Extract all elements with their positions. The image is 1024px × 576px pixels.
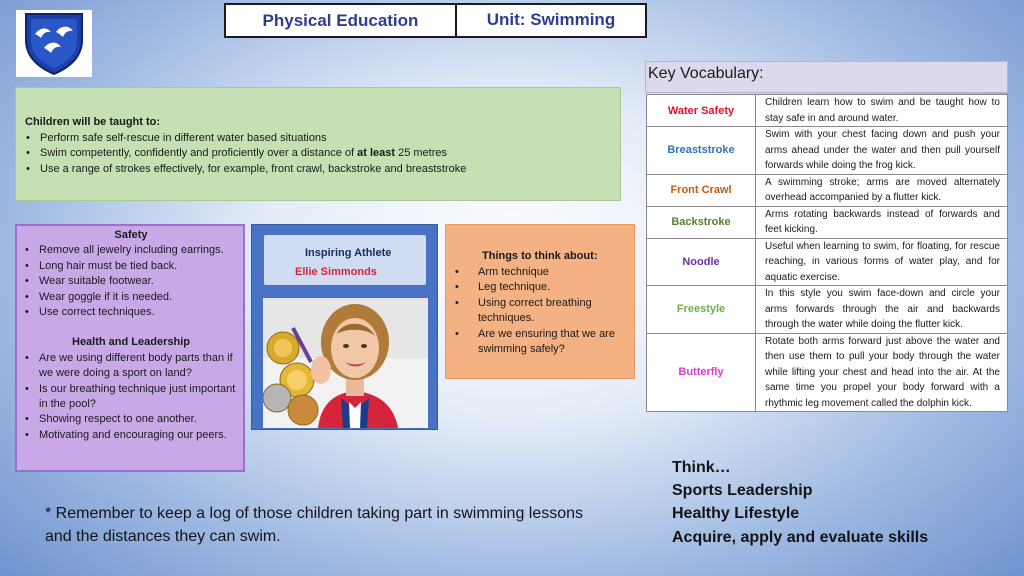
safety-item: • Wear goggle if it is needed. bbox=[24, 290, 238, 305]
health-item: • Motivating and encouraging our peers. bbox=[24, 428, 238, 443]
safety-item: • Long hair must be tied back. bbox=[24, 259, 238, 274]
objective-text: Swim competently, confidently and proficiently over a distance of bbox=[40, 147, 358, 159]
objectives-title: Children will be taught to: bbox=[25, 116, 161, 128]
safety-list bbox=[24, 243, 238, 320]
objective-item bbox=[25, 146, 612, 162]
health-leadership-title: Health and Leadership bbox=[72, 336, 190, 349]
vocab-definition: In this style you swim face-down and circle your arms forwards through the air and backwards through the water while doing the flutter kick. bbox=[756, 286, 1008, 334]
safety-panel bbox=[15, 224, 245, 472]
vocab-definition: Rotate both arms forward just above the water and then use them to pull your body through the water while lifting your chest and head into the air. At the same time you propel your body forward with a rhythmic leg movement called the dolphin kick. bbox=[756, 333, 1008, 412]
athlete-label: Inspiring Athlete bbox=[305, 247, 392, 259]
vocab-term: Noodle bbox=[647, 238, 756, 286]
safety-item: • Wear suitable footwear. bbox=[24, 274, 238, 289]
inspiring-athlete-panel bbox=[251, 224, 438, 430]
objective-text: 25 metres bbox=[395, 147, 448, 159]
think-line: Think… bbox=[672, 459, 731, 476]
vocab-row bbox=[647, 286, 1008, 334]
objective-emphasis: at least bbox=[357, 147, 396, 159]
school-crest-icon bbox=[16, 10, 92, 77]
things-item: • Using correct breathing techniques. bbox=[454, 296, 628, 327]
think-line: Sports Leadership bbox=[672, 482, 813, 500]
safety-item: • Use correct techniques. bbox=[24, 305, 238, 320]
think-line: Healthy Lifestyle bbox=[672, 505, 800, 523]
vocab-definition: Arms rotating backwards instead of forwards and feet kicking. bbox=[756, 206, 1008, 238]
athlete-photo bbox=[263, 298, 428, 428]
vocab-definition: Swim with your chest facing down and push your arms ahead under the water and then pull yourself forwards while doing the frog kick. bbox=[756, 127, 1008, 175]
unit-title: Unit: Swimming bbox=[455, 3, 647, 38]
vocab-row bbox=[647, 127, 1008, 175]
objectives-list bbox=[25, 131, 612, 178]
things-item: • Leg technique. bbox=[454, 280, 628, 296]
vocab-term: Freestyle bbox=[647, 286, 756, 334]
think-line: Acquire, apply and evaluate skills bbox=[672, 528, 929, 546]
health-leadership-list bbox=[24, 351, 238, 443]
safety-item: • Remove all jewelry including earrings. bbox=[24, 243, 238, 258]
vocab-definition: A swimming stroke; arms are moved alternately overhead accompanied by a flutter kick. bbox=[756, 174, 1008, 206]
vocab-term: Backstroke bbox=[647, 206, 756, 238]
think-panel bbox=[672, 456, 928, 549]
vocab-term: Front Crawl bbox=[647, 174, 756, 206]
learning-objectives-panel bbox=[15, 87, 621, 201]
vocab-row bbox=[647, 174, 1008, 206]
objective-item: • Use a range of strokes effectively, for example, front crawl, backstroke and breaststroke bbox=[25, 162, 612, 178]
vocab-row bbox=[647, 95, 1008, 127]
reminder-note: * Remember to keep a log of those children taking part in swimming lessons and the distances they can swim. bbox=[45, 505, 584, 545]
things-item: • Arm technique bbox=[454, 265, 628, 281]
health-item: • Is our breathing technique just important in the pool? bbox=[24, 382, 238, 413]
vocab-row bbox=[647, 206, 1008, 238]
health-item: • Are we using different body parts than if we were doing a sport on land? bbox=[24, 351, 238, 382]
vocab-term: Water Safety bbox=[647, 95, 756, 127]
things-list bbox=[454, 265, 628, 358]
objective-item: • Perform safe self-rescue in different water based situations bbox=[25, 131, 612, 147]
athlete-name: Ellie Simmonds bbox=[295, 266, 377, 278]
things-item: • Are we ensuring that we are swimming safely? bbox=[454, 327, 628, 358]
vocab-term: Butterfly bbox=[647, 333, 756, 412]
vocab-definition: Children learn how to swim and be taught how to stay safe in and around water. bbox=[756, 95, 1008, 127]
vocab-row bbox=[647, 333, 1008, 412]
safety-title: Safety bbox=[114, 229, 148, 241]
subject-title: Physical Education bbox=[224, 3, 457, 38]
vocab-table bbox=[646, 94, 1008, 412]
vocab-definition: Useful when learning to swim, for floating, for rescue reaching, in various forms of water play, and for aquatic exercise. bbox=[756, 238, 1008, 286]
things-title: Things to think about: bbox=[482, 250, 598, 262]
health-item: • Showing respect to one another. bbox=[24, 412, 238, 427]
vocab-term: Breaststroke bbox=[647, 127, 756, 175]
things-to-think-panel bbox=[445, 224, 635, 379]
vocab-title: Key Vocabulary: bbox=[645, 61, 1008, 93]
vocab-row bbox=[647, 238, 1008, 286]
